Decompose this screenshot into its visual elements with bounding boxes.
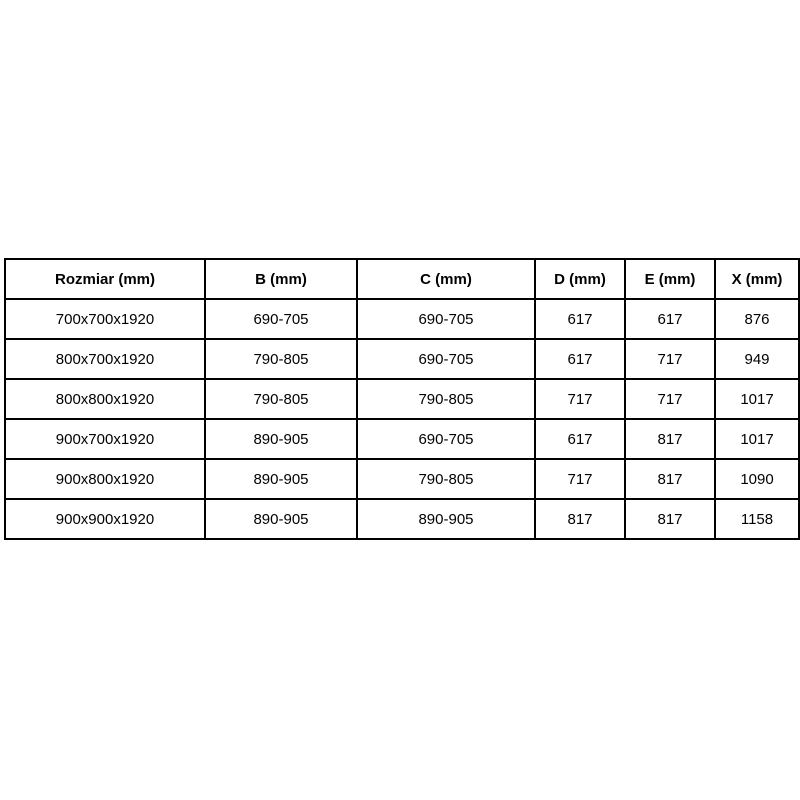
table-row xyxy=(5,499,799,539)
table-header-cell: C (mm) xyxy=(357,259,535,299)
table-header-cell: D (mm) xyxy=(535,259,625,299)
table-cell: 1017 xyxy=(715,419,799,459)
table-cell: 790-805 xyxy=(205,339,357,379)
table-cell: 890-905 xyxy=(205,459,357,499)
table-cell: 617 xyxy=(535,339,625,379)
table-cell: 890-905 xyxy=(205,499,357,539)
table-cell: 876 xyxy=(715,299,799,339)
table-cell: 717 xyxy=(625,339,715,379)
table-cell: 790-805 xyxy=(357,379,535,419)
table-header-cell: Rozmiar (mm) xyxy=(5,259,205,299)
table-cell: 717 xyxy=(535,379,625,419)
table-cell: 717 xyxy=(625,379,715,419)
table-row xyxy=(5,379,799,419)
table-cell: 690-705 xyxy=(357,339,535,379)
table-cell: 790-805 xyxy=(357,459,535,499)
table-cell: 690-705 xyxy=(357,299,535,339)
table-cell: 617 xyxy=(535,299,625,339)
table-head xyxy=(5,259,799,299)
table-cell: 1090 xyxy=(715,459,799,499)
table-cell: 949 xyxy=(715,339,799,379)
table-cell: 690-705 xyxy=(357,419,535,459)
table-cell: 617 xyxy=(625,299,715,339)
table-cell: 817 xyxy=(625,419,715,459)
table-cell: 790-805 xyxy=(205,379,357,419)
table-header-cell: E (mm) xyxy=(625,259,715,299)
dimensions-table xyxy=(4,258,800,540)
table-cell: 617 xyxy=(535,419,625,459)
table-cell: 800x700x1920 xyxy=(5,339,205,379)
table-row xyxy=(5,299,799,339)
table-cell: 717 xyxy=(535,459,625,499)
table-cell: 817 xyxy=(625,459,715,499)
table-header-cell: X (mm) xyxy=(715,259,799,299)
table-cell: 700x700x1920 xyxy=(5,299,205,339)
table-cell: 900x900x1920 xyxy=(5,499,205,539)
table-cell: 1017 xyxy=(715,379,799,419)
table-cell: 900x800x1920 xyxy=(5,459,205,499)
table-cell: 817 xyxy=(625,499,715,539)
table-cell: 900x700x1920 xyxy=(5,419,205,459)
table-row xyxy=(5,339,799,379)
table-header-row xyxy=(5,259,799,299)
table-header-cell: B (mm) xyxy=(205,259,357,299)
table-row xyxy=(5,419,799,459)
table-cell: 890-905 xyxy=(205,419,357,459)
table-cell: 817 xyxy=(535,499,625,539)
table-cell: 1158 xyxy=(715,499,799,539)
table-body xyxy=(5,299,799,539)
table-cell: 800x800x1920 xyxy=(5,379,205,419)
table-cell: 690-705 xyxy=(205,299,357,339)
table-row xyxy=(5,459,799,499)
table-cell: 890-905 xyxy=(357,499,535,539)
